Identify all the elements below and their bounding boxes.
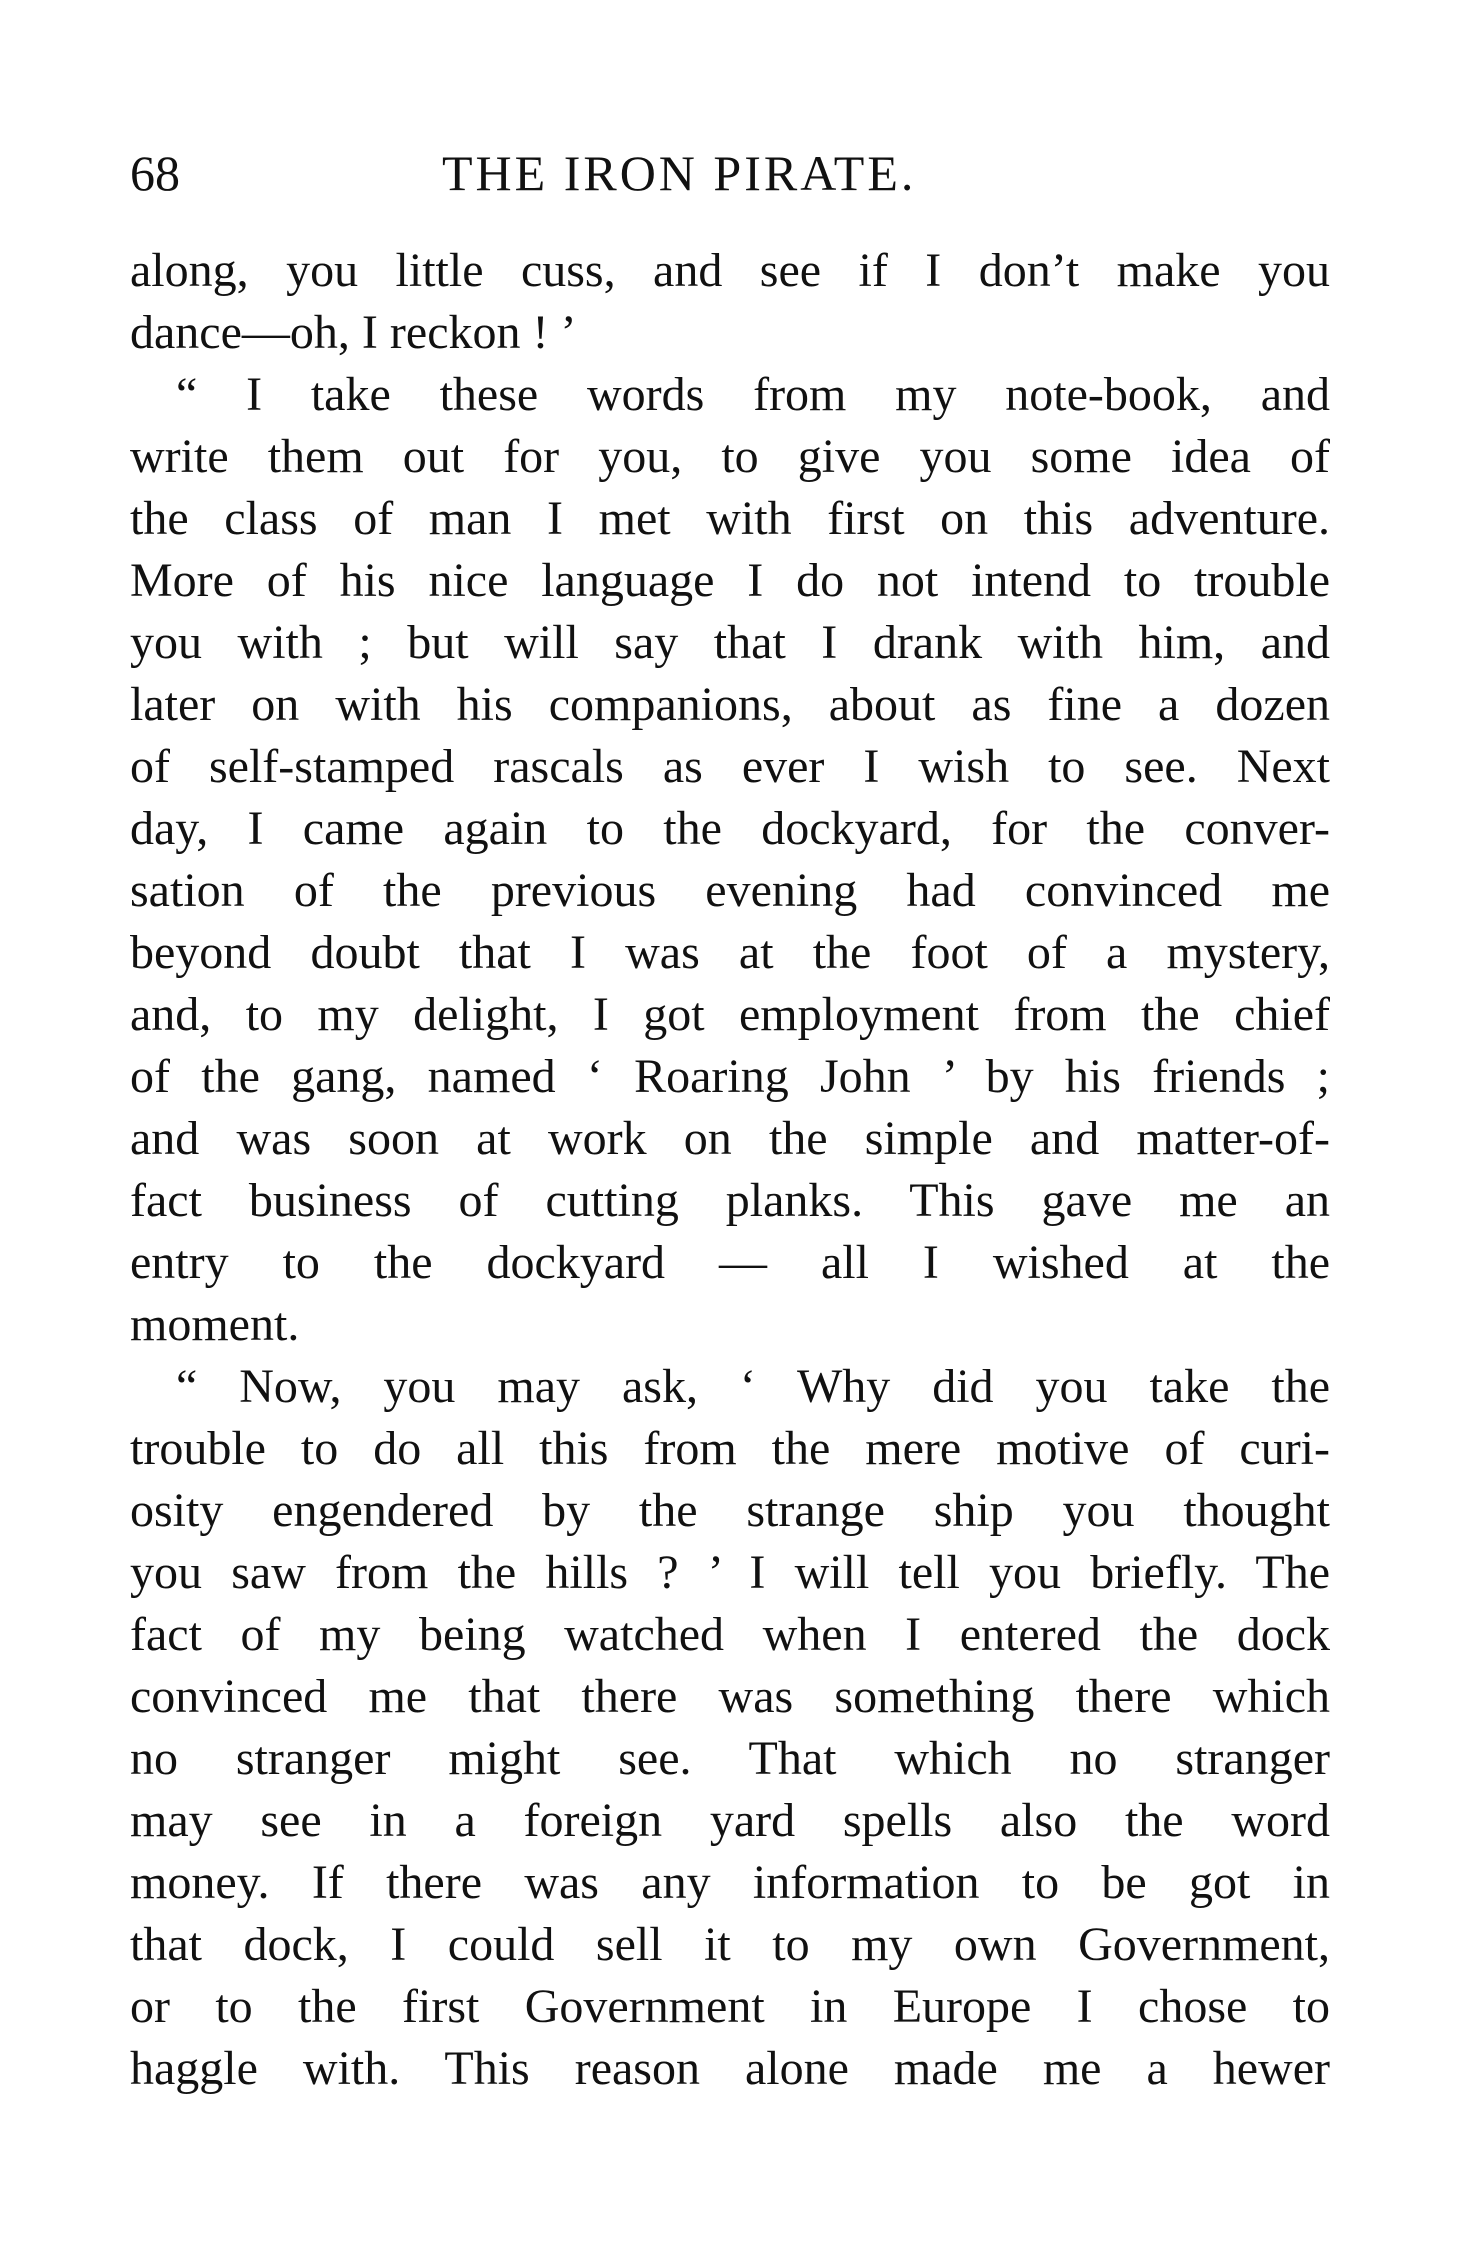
text-line: no stranger might see. That which no stranger (130, 1732, 1330, 1785)
text-line: “ Now, you may ask, ‘ Why did you take the (176, 1360, 1330, 1413)
text-line: of the gang, named ‘ Roaring John ’ by his friends ; (130, 1050, 1330, 1103)
text-line: haggle with. This reason alone made me a hewer (130, 2042, 1330, 2095)
page-header (130, 138, 1330, 208)
text-line: may see in a foreign yard spells also the word (130, 1794, 1330, 1847)
text-line: and was soon at work on the simple and matter-of- (130, 1112, 1330, 1165)
text-line: later on with his companions, about as fine a dozen (130, 678, 1330, 731)
text-line: fact of my being watched when I entered the dock (130, 1608, 1330, 1661)
text-line: or to the first Government in Europe I chose to (130, 1980, 1330, 2033)
text-line: you saw from the hills ? ’ I will tell you briefly. The (130, 1546, 1330, 1599)
text-line: convinced me that there was something there which (130, 1670, 1330, 1723)
text-line: money. If there was any information to be got in (130, 1856, 1330, 1909)
text-line: beyond doubt that I was at the foot of a mystery, (130, 926, 1330, 979)
text-line: dance—oh, I reckon ! ’ (130, 306, 577, 359)
text-line: entry to the dockyard — all I wished at the (130, 1236, 1330, 1289)
text-line: sation of the previous evening had convinced me (130, 864, 1330, 917)
text-line: fact business of cutting planks. This gave me an (130, 1174, 1330, 1227)
text-line: the class of man I met with first on this adventure. (130, 492, 1330, 545)
text-line: osity engendered by the strange ship you thought (130, 1484, 1330, 1537)
text-line: of self-stamped rascals as ever I wish to see. Next (130, 740, 1330, 793)
text-line: More of his nice language I do not intend to trouble (130, 554, 1330, 607)
text-line: you with ; but will say that I drank with him, and (130, 616, 1330, 669)
text-line: moment. (130, 1298, 300, 1351)
text-line: and, to my delight, I got employment from the chief (130, 988, 1330, 1041)
text-line: day, I came again to the dockyard, for the conver- (130, 802, 1330, 855)
page-number: 68 (130, 145, 180, 201)
text-line: that dock, I could sell it to my own Government, (130, 1918, 1330, 1971)
text-line: along, you little cuss, and see if I don’t make you (130, 244, 1330, 297)
text-line: “ I take these words from my note-book, and (176, 368, 1330, 421)
body-text (130, 240, 1330, 2100)
text-line: trouble to do all this from the mere motive of curi- (130, 1422, 1330, 1475)
running-title: THE IRON PIRATE. (442, 145, 917, 201)
text-line: write them out for you, to give you some idea of (130, 430, 1330, 483)
